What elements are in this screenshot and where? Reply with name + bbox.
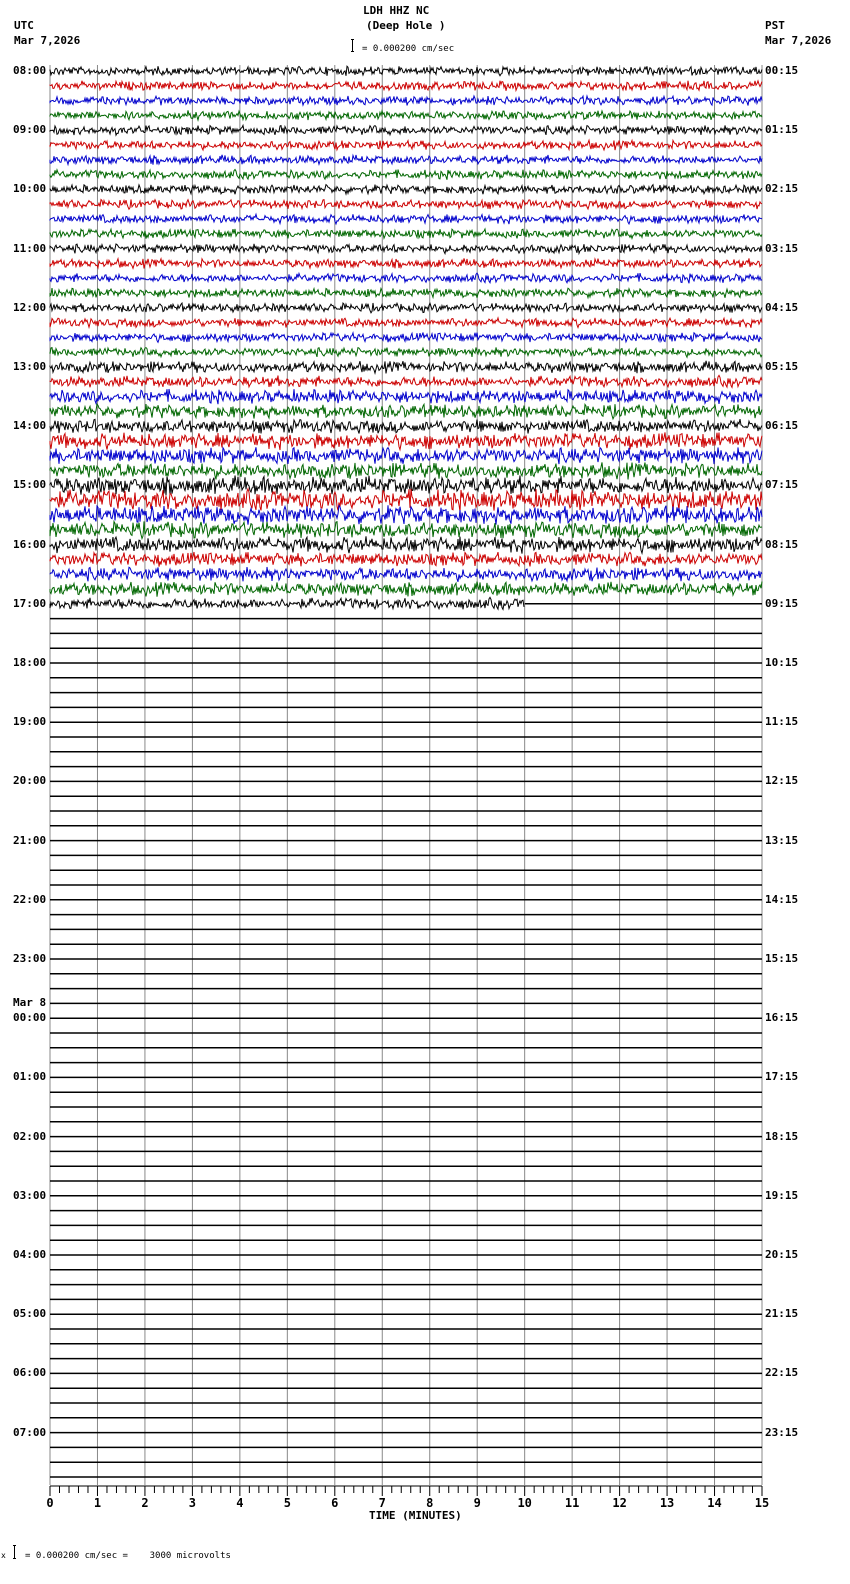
pst-hour-label: 07:15 bbox=[765, 478, 799, 492]
utc-hour-label: 05:00 bbox=[13, 1307, 47, 1321]
footer-scale-note: = 0.000200 cm/sec = 3000 microvolts bbox=[25, 1551, 231, 1561]
seismic-trace bbox=[50, 567, 762, 582]
utc-hour-label: 06:00 bbox=[13, 1366, 47, 1380]
utc-hour-label: 16:00 bbox=[13, 537, 47, 551]
x-tick-label: 1 bbox=[93, 1496, 102, 1510]
seismic-trace bbox=[50, 81, 762, 91]
x-tick-label: 7 bbox=[378, 1496, 386, 1510]
x-tick-label: 3 bbox=[188, 1496, 197, 1510]
pst-hour-label: 01:15 bbox=[765, 123, 799, 137]
seismic-trace bbox=[50, 258, 762, 268]
x-tick-label: 0 bbox=[46, 1496, 54, 1510]
pst-hour-label: 08:15 bbox=[765, 537, 799, 551]
x-tick-label: 10 bbox=[517, 1496, 532, 1510]
pst-hour-label: 18:15 bbox=[765, 1129, 799, 1143]
pst-hour-label: 06:15 bbox=[765, 419, 799, 433]
utc-hour-label: 15:00 bbox=[13, 478, 47, 492]
seismic-trace bbox=[50, 552, 762, 567]
utc-hour-label: 20:00 bbox=[13, 774, 47, 788]
utc-hour-label: 08:00 bbox=[13, 64, 47, 77]
x-tick-label: 6 bbox=[331, 1496, 339, 1510]
x-tick-label: 12 bbox=[612, 1496, 627, 1510]
seismic-trace bbox=[50, 419, 762, 433]
utc-hour-label: 01:00 bbox=[13, 1070, 47, 1084]
utc-hour-label: 07:00 bbox=[13, 1425, 47, 1439]
seismic-trace bbox=[50, 521, 762, 538]
pst-label: PST bbox=[765, 19, 785, 32]
x-axis-label: TIME (MINUTES) bbox=[369, 1509, 462, 1522]
utc-hour-label: 13:00 bbox=[13, 360, 47, 373]
pst-hour-label: 22:15 bbox=[765, 1366, 799, 1380]
utc-hour-label: 02:00 bbox=[13, 1129, 47, 1143]
station-title: LDH HHZ NC bbox=[363, 4, 430, 17]
utc-hour-label: 19:00 bbox=[13, 715, 47, 729]
utc-hour-label: 03:00 bbox=[13, 1188, 47, 1202]
pst-hour-label: 20:15 bbox=[765, 1248, 799, 1261]
utc-hour-label: 17:00 bbox=[13, 596, 47, 610]
seismic-trace bbox=[50, 505, 762, 524]
utc-hour-label: 12:00 bbox=[13, 300, 47, 314]
seismic-trace bbox=[50, 432, 762, 450]
x-tick-label: 5 bbox=[283, 1496, 291, 1510]
pst-hour-label: 13:15 bbox=[765, 833, 799, 847]
seismic-trace bbox=[50, 273, 762, 283]
seismic-trace bbox=[50, 361, 762, 374]
x-tick-label: 14 bbox=[707, 1496, 722, 1510]
footer-scale-bar-icon bbox=[13, 1545, 16, 1559]
seismic-trace bbox=[50, 475, 762, 495]
seismic-trace bbox=[50, 582, 762, 597]
utc-hour-label: 09:00 bbox=[13, 123, 47, 137]
utc-hour-label: 14:00 bbox=[13, 419, 47, 433]
pst-hour-label: 16:15 bbox=[765, 1011, 799, 1025]
utc-hour-label: 23:00 bbox=[13, 952, 47, 965]
seismic-trace bbox=[50, 229, 762, 239]
pst-hour-label: 02:15 bbox=[765, 182, 799, 196]
pst-hour-label: 14:15 bbox=[765, 892, 799, 906]
utc-hour-label: 21:00 bbox=[13, 833, 47, 847]
seismic-trace bbox=[50, 125, 762, 135]
footer-marker: x bbox=[1, 1551, 6, 1560]
utc-label: UTC bbox=[14, 19, 34, 32]
seismic-trace bbox=[50, 375, 762, 387]
seismic-trace bbox=[50, 404, 762, 419]
seismic-trace bbox=[50, 447, 762, 464]
pst-hour-label: 00:15 bbox=[765, 64, 799, 77]
utc-hour-label: 11:00 bbox=[13, 241, 47, 255]
seismic-trace bbox=[50, 389, 762, 404]
utc-hour-label: 18:00 bbox=[13, 656, 47, 669]
seismic-trace bbox=[50, 347, 762, 357]
pst-hour-label: 17:15 bbox=[765, 1070, 799, 1084]
seismic-trace bbox=[50, 244, 762, 254]
pst-hour-label: 19:15 bbox=[765, 1188, 799, 1202]
x-tick-label: 4 bbox=[236, 1496, 244, 1510]
seismic-trace bbox=[50, 288, 762, 298]
seismic-trace bbox=[50, 199, 762, 209]
x-tick-label: 13 bbox=[659, 1496, 675, 1510]
date-change-label: Mar 8 bbox=[13, 996, 47, 1010]
seismic-trace bbox=[50, 333, 762, 343]
pst-hour-label: 23:15 bbox=[765, 1425, 799, 1439]
pst-date: Mar 7,2026 bbox=[765, 34, 832, 47]
x-tick-label: 9 bbox=[473, 1496, 481, 1510]
seismic-trace bbox=[50, 110, 762, 120]
pst-hour-label: 09:15 bbox=[765, 596, 799, 610]
seismic-trace bbox=[50, 96, 762, 106]
site-name: (Deep Hole ) bbox=[366, 19, 446, 32]
utc-hour-label: 10:00 bbox=[13, 182, 47, 196]
pst-hour-label: 11:15 bbox=[765, 715, 799, 729]
pst-hour-label: 03:15 bbox=[765, 241, 799, 255]
pst-hour-label: 21:15 bbox=[765, 1307, 799, 1321]
seismic-trace bbox=[50, 185, 762, 195]
seismic-trace bbox=[50, 66, 762, 76]
utc-hour-label: 04:00 bbox=[13, 1248, 47, 1261]
utc-hour-label: 00:00 bbox=[13, 1011, 47, 1025]
seismic-trace bbox=[50, 303, 762, 313]
seismic-trace bbox=[50, 462, 762, 479]
pst-hour-label: 05:15 bbox=[765, 360, 799, 373]
seismic-trace bbox=[50, 170, 762, 180]
x-tick-label: 8 bbox=[426, 1496, 434, 1510]
pst-hour-label: 10:15 bbox=[765, 656, 799, 669]
seismic-trace bbox=[50, 318, 762, 328]
pst-hour-label: 04:15 bbox=[765, 300, 799, 314]
x-tick-label: 2 bbox=[141, 1496, 149, 1510]
x-tick-label: 11 bbox=[564, 1496, 580, 1510]
seismic-trace bbox=[50, 140, 762, 150]
x-tick-label: 15 bbox=[754, 1496, 770, 1510]
pst-hour-label: 12:15 bbox=[765, 774, 799, 788]
pst-hour-label: 15:15 bbox=[765, 952, 799, 965]
utc-date: Mar 7,2026 bbox=[14, 34, 81, 47]
seismic-trace bbox=[50, 155, 762, 165]
utc-hour-label: 22:00 bbox=[13, 892, 47, 906]
seismic-trace bbox=[50, 214, 762, 224]
seismic-trace bbox=[50, 536, 762, 553]
scale-label: = 0.000200 cm/sec bbox=[362, 44, 455, 54]
